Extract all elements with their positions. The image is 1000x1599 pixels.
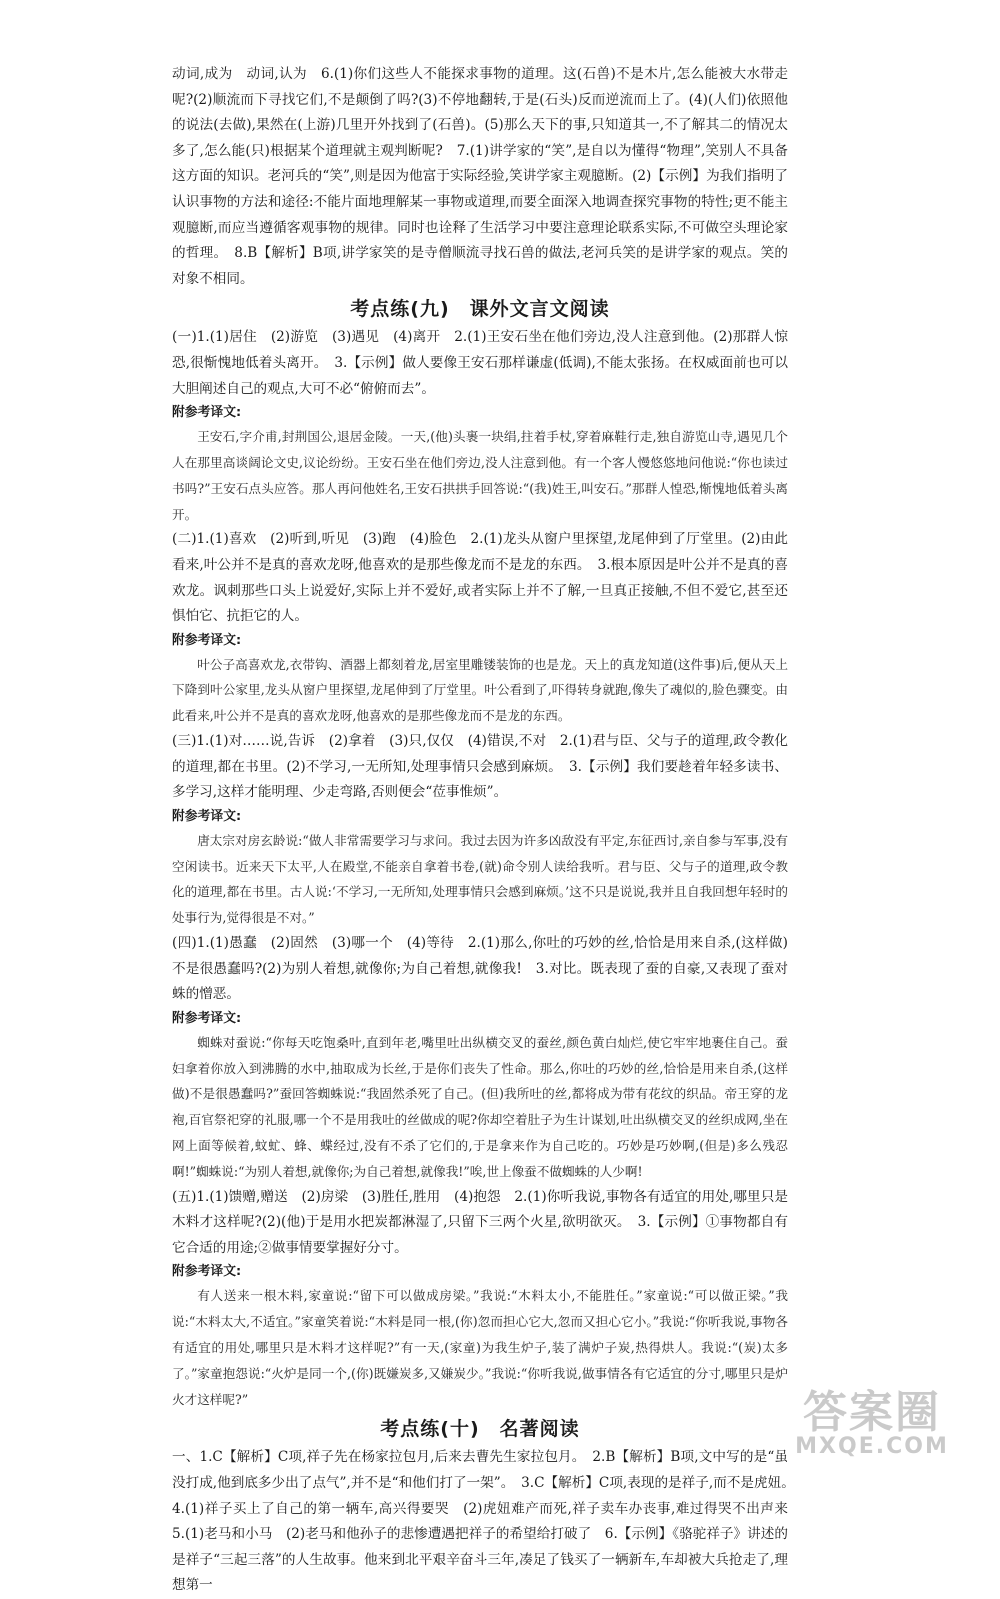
answer-part-3: (三)1.(1)对……说,告诉 (2)拿着 (3)只,仅仅 (4)错误,不对 2.(1)君与臣、父与子的道理,政令教化的道理,都在书里。(2)不学习,一无所知,处理事情只会感到麻烦。 3.【示例】我们要趁着年轻多读书、多学习,这样才能明理、少走弯路,否则便会“莅事惟烦”。 xyxy=(172,733,788,801)
reference-translation-label: 附参考译文: xyxy=(172,808,242,824)
reference-translation-label: 附参考译文: xyxy=(172,1264,242,1280)
reference-translation-label: 附参考译文: xyxy=(172,405,242,421)
translation-3: 唐太宗对房玄龄说:“做人非常需要学习与求问。我过去因为许多凶敌没有平定,东征西讨,亲自参与军事,没有空闲读书。近来天下太平,人在殿堂,不能亲自拿着书卷,(就)命令别人读给我听。君与臣、父与子的道理,政令教化的道理,都在书里。古人说:‘不学习,一无所知,处理事情只会感到麻烦。’这不只是说说,我并且自我回想年轻时的处事行为,觉得很是不对。” xyxy=(172,832,788,926)
watermark-logo xyxy=(772,1376,972,1459)
answer-page xyxy=(172,62,802,1599)
answer-part-1: (一)1.(1)居住 (2)游览 (3)遇见 (4)离开 2.(1)王安石坐在他们旁边,没人注意到他。(2)那群人惊恐,很惭愧地低着头离开。 3.【示例】做人要像王安石那样谦虚(低调),不能太张扬。在权威面前也可以大胆阐述自己的观点,大可不必“俯俯而去”。 xyxy=(172,329,788,397)
heading-title: 课外文言文阅读 xyxy=(469,298,610,321)
answer-part-2: (二)1.(1)喜欢 (2)听到,听见 (3)跑 (4)脸色 2.(1)龙头从窗户里探望,龙尾伸到了厅堂里。(2)由此看来,叶公并不是真的喜欢龙呀,他喜欢的是那些像龙而不是龙的东西。 3.根本原因是叶公并不是真的喜欢龙。讽刺那些口头上说爱好,实际上并不爱好,或者实际上并不了解,一旦真正接触,不但不爱它,甚至还惧怕它、抗拒它的人。 xyxy=(172,531,788,625)
watermark-bottom: MXQE.COM xyxy=(795,1434,949,1459)
translation-2: 叶公子高喜欢龙,衣带钩、酒器上都刻着龙,居室里雕镂装饰的也是龙。天上的真龙知道(这件事)后,便从天上下降到叶公家里,龙头从窗户里探望,龙尾伸到了厅堂里。叶公看到了,吓得转身就跑,像失了魂似的,脸色骤变。由此看来,叶公并不是真的喜欢龙呀,他喜欢的是那些像龙而不是龙的东西。 xyxy=(172,656,788,724)
answer-block-continued: 动词,成为 动词,认为 6.(1)你们这些人不能探求事物的道理。这(石兽)不是木片,怎么能被大水带走呢?(2)顺流而下寻找它们,不是颠倒了吗?(3)不停地翻转,于是(石头)反而逆流而上了。(4)(人们)依照他的说法(去做),果然在(上游)几里开外找到了(石兽)。(5)那么天下的事,只知道其一,不了解其二的情况太多了,怎么能(只)根据某个道理就主观判断呢? 7.(1)讲学家的“笑”,是自以为懂得“物理”,笑别人不具备这方面的知识。老河兵的“笑”,则是因为他富于实际经验,笑讲学家主观臆断。(2)【示例】为我们指明了认识事物的方法和途径:不能片面地理解某一事物或道理,而要全面深入地调查探究事物的特性;更不能主观臆断,而应当遵循客观事物的规律。同时也诠释了生活学习中要注意理论联系实际,不可做空头理论家的哲理。 8.B【解析】B项,讲学家笑的是寺僧顺流寻找石兽的做法,老河兵笑的是讲学家的观点。笑的对象不相同。 xyxy=(172,66,788,287)
translation-4: 蜘蛛对蚕说:“你每天吃饱桑叶,直到年老,嘴里吐出纵横交叉的蚕丝,颜色黄白灿烂,使它牢牢地裹住自己。蚕妇拿着你放入到沸腾的水中,抽取成为长丝,于是你们丧失了性命。那么,你吐的巧妙的丝,恰恰是用来自杀,(这样做)不是很愚蠢吗?”蚕回答蜘蛛说:“我固然杀死了自己。(但)我所吐的丝,都将成为带有花纹的织品。帝王穿的龙袍,百官祭祀穿的礼服,哪一个不是用我吐的丝做成的呢?你却空着肚子为生计谋划,吐出纵横交叉的丝织成网,坐在网上面等候着,蚊虻、蜂、蝶经过,没有不杀了它们的,于是拿来作为自己吃的。巧妙是巧妙啊,(但是)多么残忍啊!”蜘蛛说:“为别人着想,就像你;为自己着想,就像我!”唉,世上像蚕不做蜘蛛的人少啊! xyxy=(172,1034,788,1179)
answer-part-6: 一、1.C【解析】C项,祥子先在杨家拉包月,后来去曹先生家拉包月。 2.B【解析】B项,文中写的是“虽没打成,他到底多少出了点气”,并不是“和他们打了一架”。 3.C【解析】C项,表现的是祥子,而不是虎妞。 4.(1)祥子买上了自己的第一辆车,高兴得要哭 (2)虎妞难产而死,祥子卖车办丧事,难过得哭不出声来 5.(1)老马和小马 (2)老马和他孙子的悲惨遭遇把祥子的希望给打破了 6.【示例】《骆驼祥子》讲述的是祥子“三起三落”的人生故事。他来到北平艰辛奋斗三年,凑足了钱买了一辆新车,车却被大兵抢走了,理想第一 xyxy=(172,1449,802,1594)
translation-1: 王安石,字介甫,封荆国公,退居金陵。一天,(他)头裹一块绢,拄着手杖,穿着麻鞋行走,独自游览山寺,遇见几个人在那里高谈阔论文史,议论纷纷。王安石坐在他们旁边,没人注意到他。有一个客人慢悠悠地问他说:“你也读过书吗?”王安石点头应答。那人再问他姓名,王安石拱拱手回答说:“(我)姓王,叫安石。”那群人惶恐,惭愧地低着头离开。 xyxy=(172,429,788,522)
heading-label: 考点练(九) xyxy=(350,298,450,321)
answer-part-5: (五)1.(1)馈赠,赠送 (2)房梁 (3)胜任,胜用 (4)抱怨 2.(1)你听我说,事物各有适宜的用处,哪里只是木料才这样呢?(2)(他)于是用水把炭都淋湿了,只留下三两个火星,欲明欲灭。 3.【示例】①事物都自有它合适的用途;②做事情要掌握好分寸。 xyxy=(172,1188,788,1256)
section-heading-10 xyxy=(172,1414,788,1444)
translation-5: 有人送来一根木料,家童说:“留下可以做成房梁。”我说:“木料太小,不能胜任。”家童说:“可以做正梁。”我说:“木料太大,不适宜。”家童笑着说:“木料是同一根,(你)忽而担心它大,忽而又担心它小。”我说:“你听我说,事物各有适宜的用处,哪里只是木料才这样呢?”有一天,(家童)为我生炉子,装了满炉子炭,热得烘人。我说:“(炭)太多了。”家童抱怨说:“火炉是同一个,(你)既嫌炭多,又嫌炭少。”我说:“你听我说,做事情各有它适宜的分寸,哪里只是炉火才这样呢?” xyxy=(172,1288,788,1407)
reference-translation-label: 附参考译文: xyxy=(172,1010,242,1026)
watermark-top: 答案圈 xyxy=(803,1387,941,1438)
heading-label: 考点练(十) xyxy=(380,1418,480,1441)
reference-translation-label: 附参考译文: xyxy=(172,632,242,648)
section-heading-9 xyxy=(172,294,788,324)
answer-part-4: (四)1.(1)愚蠢 (2)固然 (3)哪一个 (4)等待 2.(1)那么,你吐的巧妙的丝,恰恰是用来自杀,(这样做)不是很愚蠢吗?(2)为别人着想,就像你;为自己着想,就像我! 3.对比。既表现了蚕的自豪,又表现了蚕对蛛的憎恶。 xyxy=(172,935,788,1003)
heading-title: 名著阅读 xyxy=(499,1418,580,1441)
